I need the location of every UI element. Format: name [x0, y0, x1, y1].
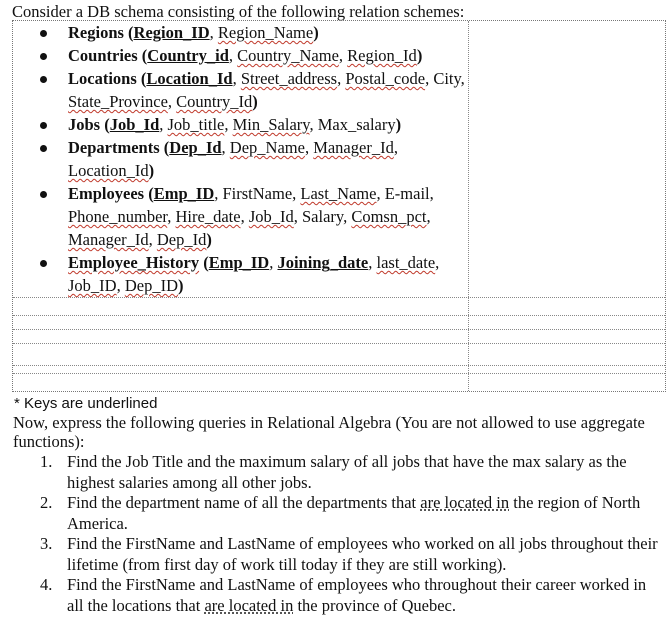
- attribute: Manager_Id: [68, 230, 149, 249]
- attribute: , Max_salary: [309, 115, 396, 134]
- table-row-divider: [13, 297, 665, 298]
- query-text: Find the FirstName and LastName of employees who throughout their career worked in all the locations that: [67, 575, 647, 615]
- attribute: , E-mail,: [376, 184, 434, 203]
- attribute: Country_Name: [237, 46, 339, 65]
- table-row-divider: [13, 315, 665, 316]
- paren: (: [144, 184, 154, 203]
- query-list: [40, 452, 665, 616]
- paren: (: [136, 69, 147, 88]
- attribute: Phone_number: [68, 207, 168, 226]
- key-attribute: Emp_ID: [153, 184, 215, 203]
- attribute: ,: [228, 46, 238, 65]
- list-item: [40, 452, 665, 493]
- list-item: [40, 534, 665, 575]
- list-item: [33, 21, 473, 44]
- query-number: 4.: [40, 575, 53, 594]
- query-text: Find the department name of all the departments that: [67, 493, 421, 512]
- attribute: ,: [116, 276, 125, 295]
- attribute: ,: [209, 23, 218, 42]
- attribute: ,: [426, 207, 431, 226]
- attribute: Region_Name: [217, 23, 314, 42]
- bullet-icon: [40, 53, 47, 60]
- key-attribute: Emp_ID: [208, 253, 270, 272]
- instructions-text: Now, express the following queries in Relational Algebra (You are not allowed to use aggregate functions):: [13, 413, 645, 451]
- attribute: Postal_code: [345, 69, 426, 88]
- list-item: [33, 136, 473, 182]
- attribute: , City,: [425, 69, 465, 88]
- list-item: [40, 493, 665, 534]
- attribute: ,: [224, 115, 233, 134]
- table-row-divider: [13, 329, 665, 330]
- relation-name: Jobs: [68, 115, 101, 134]
- attribute: ,: [148, 230, 157, 249]
- attribute: Location_Id: [68, 161, 149, 180]
- attribute: ,: [240, 207, 249, 226]
- attribute: ,: [269, 253, 278, 272]
- attribute: Job_title: [167, 115, 225, 134]
- bullet-icon: [40, 30, 47, 37]
- attribute: Hire_date: [175, 207, 241, 226]
- list-item: [33, 251, 473, 297]
- key-attribute: Joining_date: [277, 253, 369, 272]
- list-item: [33, 182, 473, 251]
- query-text: Find the FirstName and LastName of employees who worked on all jobs throughout their lifetime (from first day of work till today if they are still working).: [67, 534, 658, 574]
- attribute: ,: [393, 138, 398, 157]
- paren: ): [252, 92, 258, 111]
- relation-name: Countries: [68, 46, 138, 65]
- attribute: ,: [232, 69, 241, 88]
- attribute: , Salary,: [293, 207, 352, 226]
- relation-name: Departments: [68, 138, 160, 157]
- attribute: Dep_ID: [124, 276, 178, 295]
- paren: ): [178, 276, 184, 295]
- relation-name: Locations: [68, 69, 137, 88]
- bullet-icon: [40, 191, 47, 198]
- relation-name: Regions: [68, 23, 124, 42]
- attribute: ,: [338, 46, 348, 65]
- attribute: ,: [337, 69, 346, 88]
- table-row-divider: [13, 373, 665, 374]
- attribute: ,: [304, 138, 314, 157]
- query-text: the region of North America.: [67, 493, 641, 533]
- attribute: ,: [221, 138, 230, 157]
- query-text-underlined: are located in: [204, 595, 294, 615]
- query-number: 3.: [40, 534, 53, 553]
- attribute: Dep_Name: [229, 138, 305, 157]
- list-item: [40, 575, 665, 616]
- key-attribute: Region_ID: [133, 23, 210, 42]
- attribute: ,: [167, 207, 176, 226]
- intro-text: Consider a DB schema consisting of the following relation schemes:: [12, 2, 465, 21]
- list-item: [33, 44, 473, 67]
- list-item: [33, 67, 473, 113]
- query-text: Find the Job Title and the maximum salary of all jobs that have the max salary as the highest salaries among all other jobs.: [67, 452, 627, 492]
- paren: (: [137, 46, 148, 65]
- paren: ): [148, 161, 155, 180]
- attribute: Country_Id: [176, 92, 253, 111]
- paren: (: [100, 115, 110, 134]
- attribute: Street_address: [240, 69, 338, 88]
- attribute: ,: [435, 253, 440, 272]
- relation-name: Employee_History: [68, 253, 200, 272]
- bullet-icon: [40, 145, 47, 152]
- table-row-divider: [13, 343, 665, 344]
- query-number: 2.: [40, 493, 53, 512]
- key-attribute: Dep_Id: [169, 138, 222, 157]
- paren: ): [416, 46, 423, 65]
- attribute: Last_Name: [300, 184, 377, 203]
- attribute: State_Province: [68, 92, 168, 111]
- list-item: [33, 113, 473, 136]
- key-attribute: Job_Id: [109, 115, 160, 134]
- attribute: Region_Id: [347, 46, 417, 65]
- paren: (: [123, 23, 134, 42]
- attribute: Comsn_pct: [351, 207, 427, 226]
- attribute: Manager_Id: [313, 138, 394, 157]
- key-attribute: Country_id: [147, 46, 229, 65]
- relation-name: Employees: [68, 184, 145, 203]
- paren: ): [206, 230, 212, 249]
- bullet-icon: [40, 122, 47, 129]
- attribute: ,: [368, 253, 377, 272]
- query-number: 1.: [40, 452, 53, 471]
- key-attribute: Location_Id: [146, 69, 233, 88]
- query-text: the province of Quebec.: [293, 595, 456, 615]
- paren: ): [395, 115, 402, 134]
- attribute: last_date: [376, 253, 436, 272]
- query-text-underlined: are located in: [420, 493, 510, 512]
- attribute: ,: [159, 115, 168, 134]
- bullet-icon: [40, 76, 47, 83]
- bullet-icon: [40, 260, 47, 267]
- attribute: , FirstName,: [214, 184, 301, 203]
- paren: (: [159, 138, 170, 157]
- paren: (: [199, 253, 209, 272]
- keys-note: * Keys are underlined: [14, 395, 158, 412]
- schema-table: [12, 20, 666, 392]
- attribute: Min_Salary: [232, 115, 310, 134]
- paren: ): [313, 23, 319, 42]
- attribute: ,: [167, 92, 177, 111]
- schema-list: [33, 21, 473, 297]
- attribute: Job_Id: [248, 207, 294, 226]
- table-row-divider: [13, 365, 665, 366]
- attribute: Job_ID: [68, 276, 117, 295]
- attribute: Dep_Id: [156, 230, 207, 249]
